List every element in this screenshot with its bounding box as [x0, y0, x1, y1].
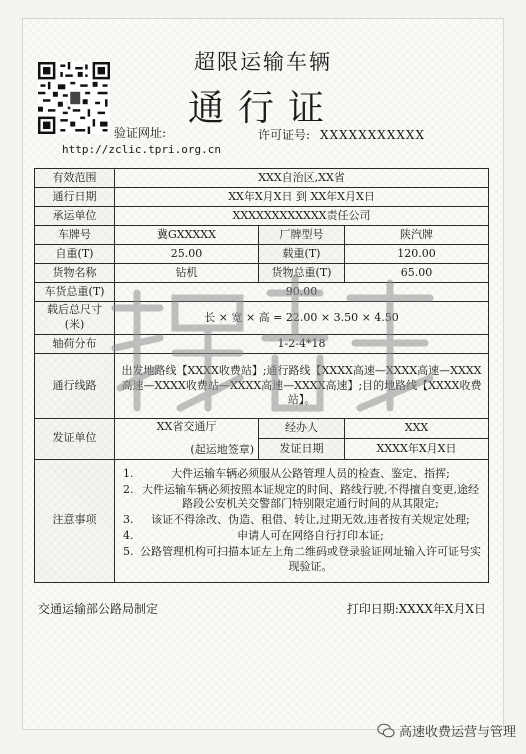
load-label: 载重(T): [259, 245, 345, 264]
plate-value: 冀GXXXXX: [115, 226, 259, 245]
curb-label: 自重(T): [35, 245, 115, 264]
notes-label: 注意事项: [35, 459, 115, 582]
goods-label: 货物名称: [35, 264, 115, 283]
wechat-icon: [377, 722, 395, 740]
date-label: 通行日期: [35, 188, 115, 207]
note-item: 1. 大件运输车辆必须服从公路管理人员的检查、鉴定、指挥;: [137, 467, 484, 482]
brand-value: 陕汽牌: [345, 226, 489, 245]
print-date-label: 打印日期:: [346, 602, 399, 616]
goods-value: 钻机: [115, 264, 259, 283]
brand-text: 高速收费运营与管理: [398, 725, 516, 740]
date-value: XX年X月X日 到 XX年X月X日: [115, 188, 489, 207]
dims-label: 载后总尺寸(米): [35, 302, 115, 335]
footer-issuer: 交通运输部公路局制定: [38, 602, 159, 616]
axle-label: 轴荷分布: [35, 335, 115, 354]
issuer-stamp: (起运地签章): [190, 442, 254, 456]
notes-cell: [115, 459, 489, 582]
carrier-value: XXXXXXXXXXXX责任公司: [115, 207, 489, 226]
gross-value: 90.00: [115, 283, 489, 302]
permit-number: [258, 126, 425, 143]
note-item: 3. 该证不得涂改、伪造、租借、转让,过期无效,违者按有关规定处理;: [137, 513, 484, 528]
brand-label: 厂牌型号: [259, 226, 345, 245]
footer-print: [347, 600, 486, 617]
scope-value: XXX自治区,XX省: [115, 169, 489, 188]
permit-label: 许可证号:: [258, 128, 311, 142]
goods-weight-label: 货物总重(T): [259, 264, 345, 283]
issuer-value: XX省交通厅: [156, 420, 217, 433]
title-big: 通行证: [187, 88, 338, 129]
title-small: 超限运输车辆: [194, 50, 332, 74]
note-item: 4. 申请人可在网络自行打印本证;: [137, 529, 484, 544]
issuer-cell: [115, 419, 259, 460]
route-value: 出发地路线【XXXX收费站】;通行路线【XXXX高速—XXXX高速—XXXX高速—XXXX收费站—XXXX高速—XXXX高速】;目的地路线【XXXX收费站】。: [115, 354, 489, 419]
verify-url-link[interactable]: http://zclic.tpri.org.cn: [62, 143, 221, 156]
gross-label: 车货总重(T): [35, 283, 115, 302]
plate-label: 车牌号: [35, 226, 115, 245]
note-item: 2. 大件运输车辆必须按照本证规定的时间、路线行驶,不得擅自变更,途经路段公安机关交警部门特别限定通行时间的从其限定;: [137, 483, 484, 513]
carrier-label: 承运单位: [35, 207, 115, 226]
notes-list: [119, 467, 484, 575]
issue-date-label: 发证日期: [259, 439, 345, 459]
handler-label: 经办人: [259, 419, 345, 439]
brand-mark: [377, 721, 516, 740]
goods-weight-value: 65.00: [345, 264, 489, 283]
axle-value: 1-2-4*18: [115, 335, 489, 354]
dims-value: 长 × 宽 × 高 = 22.00 × 3.50 × 4.50: [115, 302, 489, 335]
verify-label: 验证网址:: [114, 126, 167, 140]
handler-value: XXX: [345, 419, 489, 439]
permit-table: [34, 168, 489, 583]
print-date-value: XXXX年X月X日: [398, 602, 486, 616]
note-item: 5. 公路管理机构可扫描本证左上角二维码或登录验证网址输入许可证号实现验证。: [137, 545, 484, 575]
curb-value: 25.00: [115, 245, 259, 264]
scope-label: 有效范围: [35, 169, 115, 188]
load-value: 120.00: [345, 245, 489, 264]
issuer-label: 发证单位: [35, 419, 115, 460]
route-label: 通行线路: [35, 354, 115, 419]
permit-value: XXXXXXXXXXX: [320, 128, 426, 142]
issue-date-value: XXXX年X月X日: [345, 439, 489, 459]
